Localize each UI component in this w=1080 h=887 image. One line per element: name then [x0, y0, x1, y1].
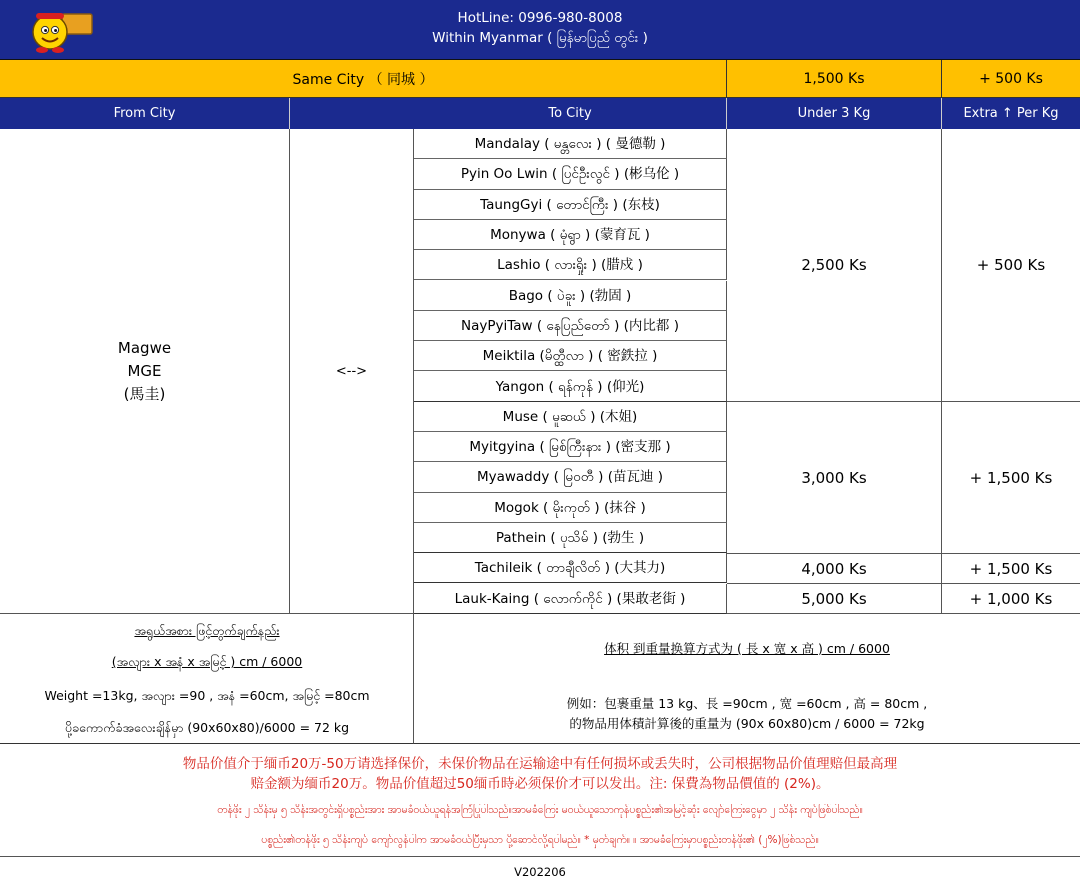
same-city-label: Same City （ 同城 ）: [0, 60, 727, 98]
destination-row: Mogok ( မိုးကုတ် ) (抹谷 ): [414, 493, 727, 523]
volume-left-example: Weight =13kg, အလျား =90 , အနံ =60cm, အမြင့် =80cm: [44, 688, 370, 703]
group-4-extra: + 1,000 Ks: [942, 584, 1080, 614]
destination-row: Yangon ( ရန်ကုန် ) (仰光): [414, 371, 727, 401]
group-3-price: 4,000 Ks: [727, 554, 942, 584]
volume-right-example1: 例如：包裹重量 13 kg、長 =90cm , 宽 =60cm , 高 = 80cm ,: [566, 696, 928, 711]
volume-left-formula: (အလျား x အနံ x အမြင့် ) cm / 6000: [111, 654, 303, 669]
destination-row: Myitgyina ( မြစ်ကြီးနား ) (密支那 ): [414, 432, 727, 462]
notice-chinese-line2: 赔金额为缅币20万。物品价值超过50缅币時必须保价才可以发出。注: 保費為物品價值的 (2%)。: [250, 776, 830, 792]
destination-row: Myawaddy ( မြဝတီ ) (苗瓦迪 ): [414, 462, 727, 492]
col-header-under: Under 3 Kg: [727, 98, 942, 129]
volume-left-result: ပို့ခကောက်ခံအလေးချိန်မှာ (90x60x80)/6000 = 72 kg: [64, 720, 350, 735]
version-label: V202206: [514, 865, 566, 879]
col-header-to: To City: [414, 98, 727, 129]
volume-right-title: 体积 到重量换算方式为 ( 長 x 宽 x 高 ) cm / 6000: [604, 641, 890, 656]
route-arrow: <-->: [290, 129, 414, 614]
col-header-spacer: [290, 98, 414, 129]
destination-row: Lauk-Kaing ( လောက်ကိုင် ) (果敢老街 ): [414, 584, 727, 615]
volume-left-box: [0, 614, 414, 744]
destination-row: Mandalay ( မန္တလေး ) ( 曼德勒 ): [414, 129, 727, 159]
group-4-price: 5,000 Ks: [727, 584, 942, 614]
destination-row: Tachileik ( တာချီလိတ် ) (大其力): [414, 553, 727, 583]
group-1-price: 2,500 Ks: [727, 129, 942, 402]
destination-row: Pyin Oo Lwin ( ပြင်ဦးလွင် ) (彬乌伦 ): [414, 159, 727, 189]
group-2-price: 3,000 Ks: [727, 402, 942, 554]
from-city-cell: [0, 129, 290, 614]
group-2-extra: + 1,500 Ks: [942, 402, 1080, 554]
destination-row: Pathein ( ပုသိမ် ) (勃生 ): [414, 523, 727, 553]
volume-right-example2: 的物品用体積計算後的重量为 (90x 60x80)cm / 6000 = 72kg: [569, 716, 925, 731]
notice-myanmar-line1: တန်ဖိုး ၂ သိန်းမှ ၅ သိန်းအတွင်းရှိပစ္စည်းအား အာမခံဝယ်ယူရန်အကြံပြုပါသည်။အာမခံကြေး မဝယ်ယူသောကုန်ပစ္စည်း၏အမြင့်ဆုံး လျော်ကြေးငွေမှာ ၂ သိန်း ကျပ်ဖြစ်ပါသည်။: [217, 804, 863, 816]
col-header-extra: Extra ↑ Per Kg: [942, 98, 1080, 129]
destination-row: Meiktila (မိတ္ထီလာ ) ( 密鉄拉 ): [414, 341, 727, 371]
same-city-price: 1,500 Ks: [727, 60, 942, 98]
destination-row: Bago ( ပဲခူး ) (勃固 ): [414, 281, 727, 311]
volume-right-box: [414, 614, 1080, 744]
destination-row: Muse ( မူဆယ် ) (木姐): [414, 402, 727, 432]
destination-row: Monywa ( မုံရွာ ) (蒙育瓦 ): [414, 220, 727, 250]
destination-row: TaungGyi ( တောင်ကြီး ) (东枝): [414, 190, 727, 220]
from-city-chinese: (馬圭): [123, 384, 166, 403]
group-3-extra: + 1,500 Ks: [942, 554, 1080, 584]
destination-list: [414, 129, 727, 614]
hotline-block: [0, 8, 1080, 48]
notice-chinese-line1: 物品价值介于缅币20万-50万请选择保价，未保价物品在运输途中有任何损坏或丢失时，公司根据物品价值理赔但最高理: [182, 756, 898, 772]
from-city-name: Magwe: [117, 338, 172, 357]
group-1-extra: + 500 Ks: [942, 129, 1080, 402]
within-myanmar-text: Within Myanmar ( မြန်မာပြည် တွင်း ): [432, 30, 648, 46]
hotline-text: HotLine: 0996-980-8008: [457, 10, 623, 26]
insurance-notice: [0, 744, 1080, 857]
from-city-code: MGE: [127, 361, 162, 380]
same-city-extra: + 500 Ks: [942, 60, 1080, 98]
col-header-from: From City: [0, 98, 290, 129]
notice-myanmar-line2: ပစ္စည်း၏တန်ဖိုး ၅ သိန်းကျပ် ကျော်လွန်ပါက အာမခံဝယ်ပြီးမှသာ ပို့ဆောင်လို့ရပါမည်။ * မှတ်ချက်။ ။ အာမခံကြေးမှာပစ္စည်းတန်ဖိုး၏ (၂%)ဖြစ်သည်။: [261, 834, 819, 846]
volume-left-title: အရွယ်အစား ဖြင့်တွက်ချက်နည်း: [134, 623, 280, 638]
destination-row: NayPyiTaw ( နေပြည်တော် ) (内比都 ): [414, 311, 727, 341]
destination-row: Lashio ( လားရှိုး ) (腊戍 ): [414, 250, 727, 280]
